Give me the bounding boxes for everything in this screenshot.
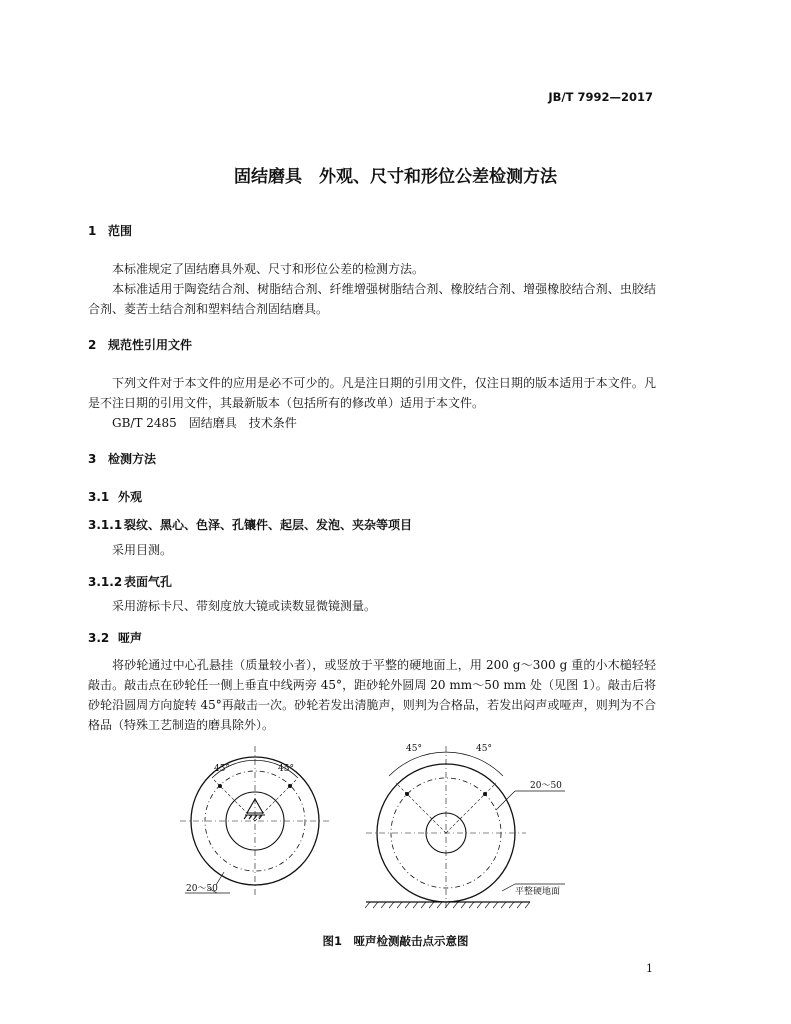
section-3-1-1-body <box>88 540 656 560</box>
paragraph: 采用目测。 <box>112 543 173 557</box>
section-number: 3.2 <box>88 631 110 645</box>
section-number: 1 <box>88 224 97 238</box>
hanger-triangle-icon <box>244 799 265 819</box>
section-3-2-heading <box>88 629 142 646</box>
section-2-body <box>88 373 656 433</box>
section-number: 3.1.2 <box>88 575 123 589</box>
figure-1-diagram <box>170 736 590 916</box>
section-title: 检测方法 <box>108 452 157 466</box>
section-number: 2 <box>88 338 97 352</box>
section-3-1-heading <box>88 488 142 505</box>
section-3-heading <box>88 450 156 467</box>
section-title: 表面气孔 <box>124 575 173 589</box>
right-wheel <box>366 746 526 908</box>
paragraph: 本标准规定了固结磨具外观、尺寸和形位公差的检测方法。 <box>112 262 425 276</box>
paragraph: 本标准适用于陶瓷结合剂、树脂结合剂、纤维增强树脂结合剂、橡胶结合剂、增强橡胶结合剂、虫胶结合剂、菱苦土结合剂和塑料结合剂固结磨具。 <box>88 282 656 316</box>
left-angle-label-right: 45° <box>278 764 294 774</box>
section-number: 3.1 <box>88 490 110 504</box>
section-title: 哑声 <box>118 631 143 645</box>
paragraph: 采用游标卡尺、带刻度放大镜或读数显微镜测量。 <box>112 599 377 613</box>
right-dimension-label: 20～50 <box>530 781 562 791</box>
figure-caption: 图1 哑声检测敲击点示意图 <box>322 934 469 948</box>
left-wheel <box>180 746 330 896</box>
standard-code: JB/T 7992—2017 <box>548 90 653 104</box>
section-1-body <box>88 259 656 319</box>
left-angle-label-left: 45° <box>214 764 230 774</box>
floor-surface <box>365 902 530 908</box>
left-dimension-label: 20～50 <box>186 884 218 894</box>
reference-entry: GB/T 2485 固结磨具 技术条件 <box>112 416 297 430</box>
section-3-1-2-body <box>88 596 656 616</box>
right-angle-label-right: 45° <box>476 744 492 754</box>
section-2-heading <box>88 336 192 353</box>
section-1-heading <box>88 222 132 239</box>
paragraph: 将砂轮通过中心孔悬挂（质量较小者），或竖放于平整的硬地面上，用 200 g～300 g 重的小木槌轻轻敲击。敲击点在砂轮任一侧上垂直中线两旁 45°，距砂轮外圆周 20 mm～50 mm 处（见图 1）。敲击后将砂轮沿圆周方向旋转 45°再敲击一次。砂轮若发出清脆声，则判为合格品，若发出闷声或哑声，则判为不合格品（特殊工艺制造的磨具除外）。 <box>88 658 656 732</box>
section-title: 外观 <box>118 490 143 504</box>
section-3-1-1-heading <box>88 516 412 533</box>
section-3-1-2-heading <box>88 573 172 590</box>
paragraph: 下列文件对于本文件的应用是必不可少的。凡是注日期的引用文件，仅注日期的版本适用于本文件。凡是不注日期的引用文件，其最新版本（包括所有的修改单）适用于本文件。 <box>88 376 656 410</box>
section-3-2-body <box>88 655 656 735</box>
floor-label: 平整硬地面 <box>515 887 561 897</box>
section-title: 范围 <box>108 224 133 238</box>
document-title: 固结磨具 外观、尺寸和形位公差检测方法 <box>234 167 557 187</box>
right-leaders <box>496 791 565 891</box>
section-title: 裂纹、黑心、色泽、孔镶件、起层、发泡、夹杂等项目 <box>124 518 413 532</box>
page-number: 1 <box>646 962 653 975</box>
right-angle-label-left: 45° <box>406 744 422 754</box>
section-number: 3 <box>88 452 97 466</box>
section-title: 规范性引用文件 <box>108 338 193 352</box>
section-number: 3.1.1 <box>88 518 123 532</box>
